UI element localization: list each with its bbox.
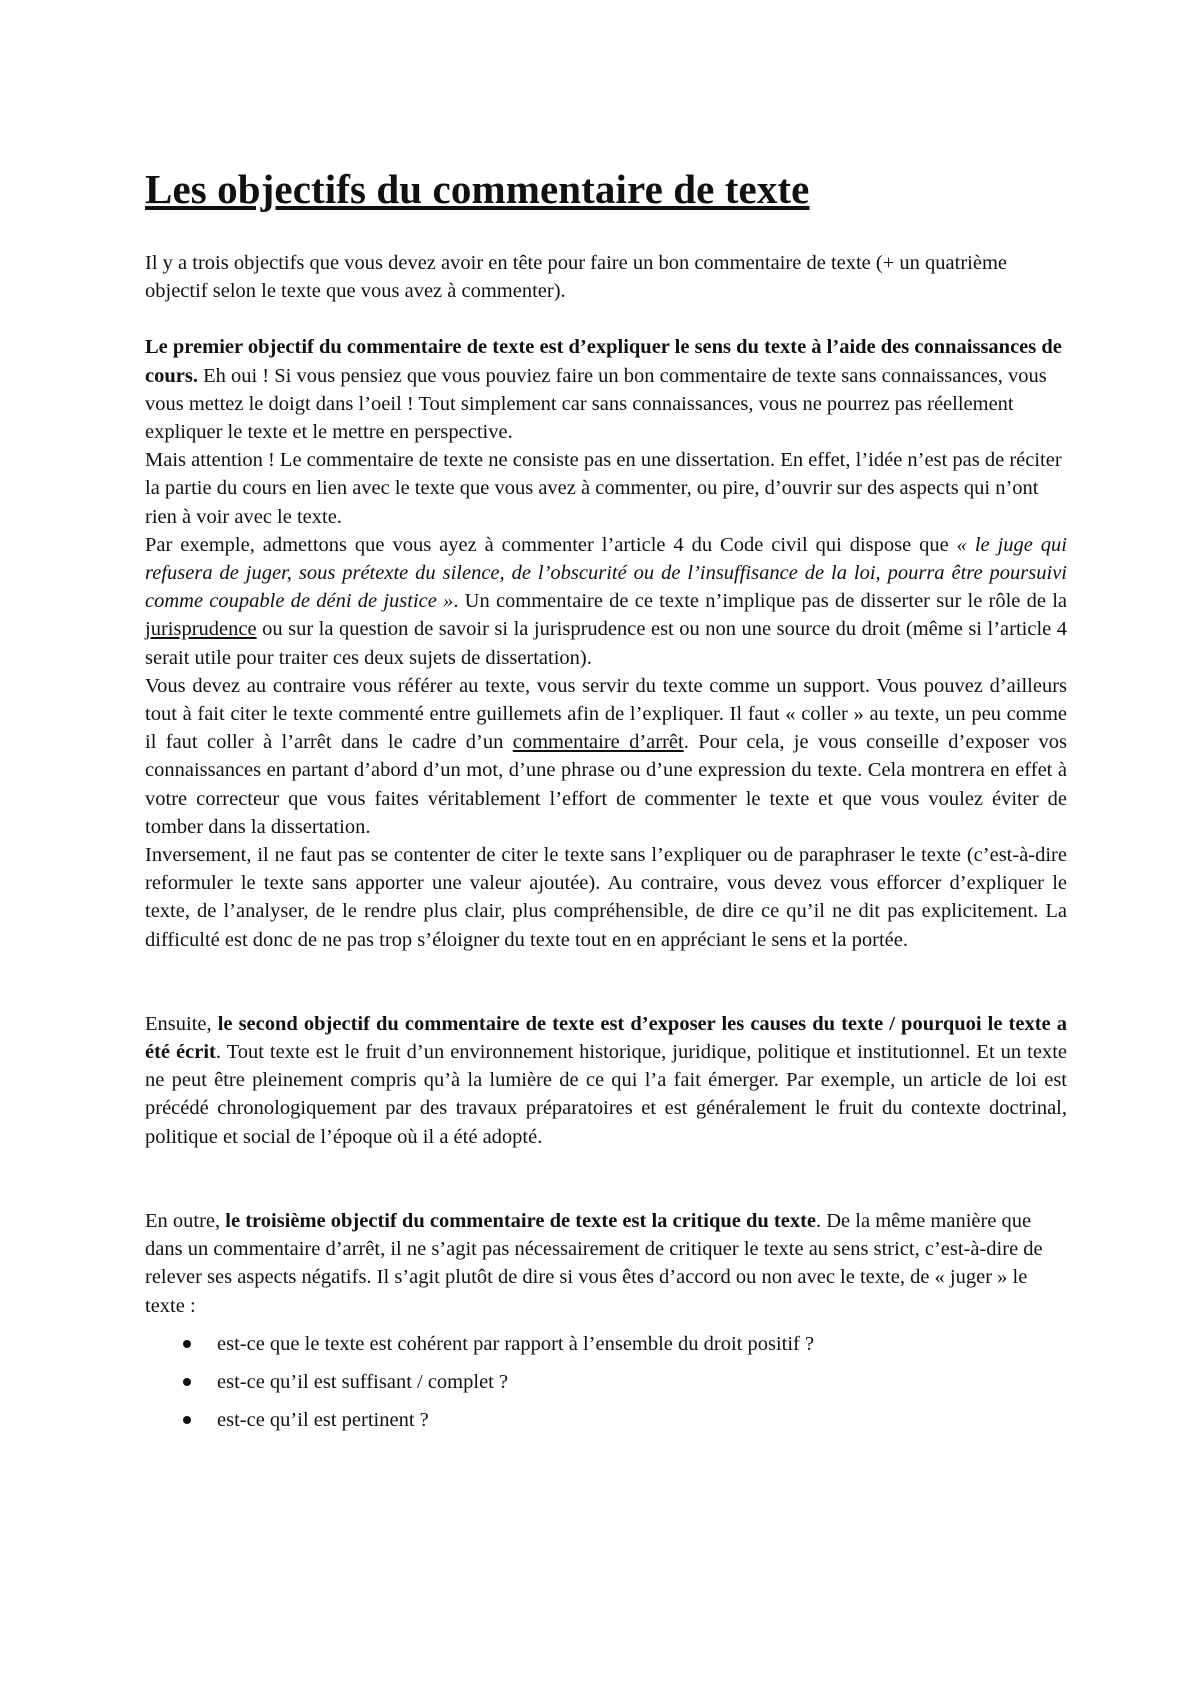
first-objective-paragraph [145, 333, 1067, 446]
conversely-paragraph: Inversement, il ne faut pas se contenter de citer le texte sans l’expliquer ou de paraphraser le texte (c’est-à-dire reformuler le texte sans apporter une valeur ajoutée). Au contraire, vous devez vous efforcer d’expliquer le texte, de l’analyser, de le rendre plus clair, plus compréhensible, de dire ce qu’il ne dit pas explicitement. La difficulté est donc de ne pas trop s’éloigner du texte tout en en appréciant le sens et la portée. [145, 844, 1067, 951]
jurisprudence-link[interactable]: jurisprudence [145, 618, 257, 641]
section-second-objective [145, 1010, 1067, 1151]
third-objective-text: . De la même manière que dans un commentaire d’arrêt, il ne s’agit pas nécessairement de critiquer le texte au sens strict, c’est-à-dire de relever ses aspects négatifs. Il s’agit plutôt de dire si vous êtes d’accord ou non avec le texte, de « juger » le texte : [145, 1209, 1043, 1317]
list-item: est-ce que le texte est cohérent par rapport à l’ensemble du droit positif ? [217, 1330, 1067, 1358]
contrary-text: Vous devez au contraire vous référer au texte, vous servir du texte comme un support. Vous pouvez d’ailleurs tout à fait citer le texte commenté entre guillemets afin de l’expliquer. Il faut « coller » au texte, un peu comme il faut coller à l’arrêt dans le cadre d’un [145, 674, 1067, 754]
document-page [145, 165, 1067, 1444]
intro-paragraph [145, 249, 1067, 305]
commentaire-arret-link[interactable]: commentaire d’arrêt [512, 731, 684, 754]
third-objective-heading: le troisième objectif du commentaire de texte est la critique du texte [225, 1209, 816, 1232]
example-end: ou sur la question de savoir si la jurisprudence est ou non une source du droit (même si l’article 4 serait utile pour traiter ces deux sujets de dissertation). [145, 618, 1067, 669]
list-item: est-ce qu’il est suffisant / complet ? [217, 1368, 1067, 1396]
second-objective-text: . Tout texte est le fruit d’un environnement historique, juridique, politique et institutionnel. Et un texte ne peut être pleinement compris qu’à la lumière de ce qui l’a fait émerger. Par exemple, un article de loi est précédé chronologiquement par des travaux préparatoires et est généralement le fruit du contexte doctrinal, politique et social de l’époque où il a été adopté. [145, 1041, 1068, 1148]
page-title: Les objectifs du commentaire de texte [145, 166, 810, 212]
first-objective-heading: Le premier objectif du commentaire de texte est d’expliquer le sens du texte à l’aide des connaissances de cours. [145, 336, 1062, 387]
intro-text: Il y a trois objectifs que vous devez avoir en tête pour faire un bon commentaire de texte (+ un quatrième objectif selon le texte que vous avez à commenter). [145, 252, 1008, 303]
example-paragraph [145, 531, 1067, 672]
first-objective-text: Eh oui ! Si vous pensiez que vous pouviez faire un bon commentaire de texte sans connaissances, vous vous mettez le doigt dans l’oeil ! Tout simplement car sans connaissances, vous ne pourrez pas réellement expliquer le texte et le mettre en perspective. [145, 364, 1047, 444]
warning-paragraph: Mais attention ! Le commentaire de texte ne consiste pas en une dissertation. En effet, l’idée n’est pas de réciter la partie du cours en lien avec le texte que vous avez à commenter, ou pire, d’ouvrir sur des aspects qui n’ont rien à voir avec le texte. [145, 449, 1062, 528]
contrary-paragraph [145, 672, 1067, 841]
section-first-objective [145, 333, 1067, 953]
second-objective-lead: Ensuite, [145, 1012, 218, 1035]
contrary-end: . Pour cela, je vous conseille d’exposer vos connaissances en partant d’abord d’un mot, d’une phrase ou d’une expression du texte. Cela montrera en effet à votre correcteur que vous faites véritablement l’effort de commenter le texte et que vous voulez éviter de tomber dans la dissertation. [145, 731, 1067, 838]
section-third-objective [145, 1207, 1067, 1320]
example-mid: . Un commentaire de ce texte n’implique pas de disserter sur le rôle de la [453, 590, 1067, 613]
second-objective-heading: le second objectif du commentaire de texte est d’exposer les causes du texte / pourquoi le texte a été écrit [145, 1012, 1067, 1064]
article-quote: « le juge qui refusera de juger, sous prétexte du silence, de l’obscurité ou de l’insuffisance de la loi, pourra être poursuivi comme coupable de déni de justice » [145, 533, 1067, 613]
criteria-list [145, 1330, 1067, 1434]
third-objective-lead: En outre, [145, 1209, 226, 1232]
list-item: est-ce qu’il est pertinent ? [217, 1406, 1067, 1434]
example-intro: Par exemple, admettons que vous ayez à commenter l’article 4 du Code civil qui dispose que [145, 533, 957, 556]
